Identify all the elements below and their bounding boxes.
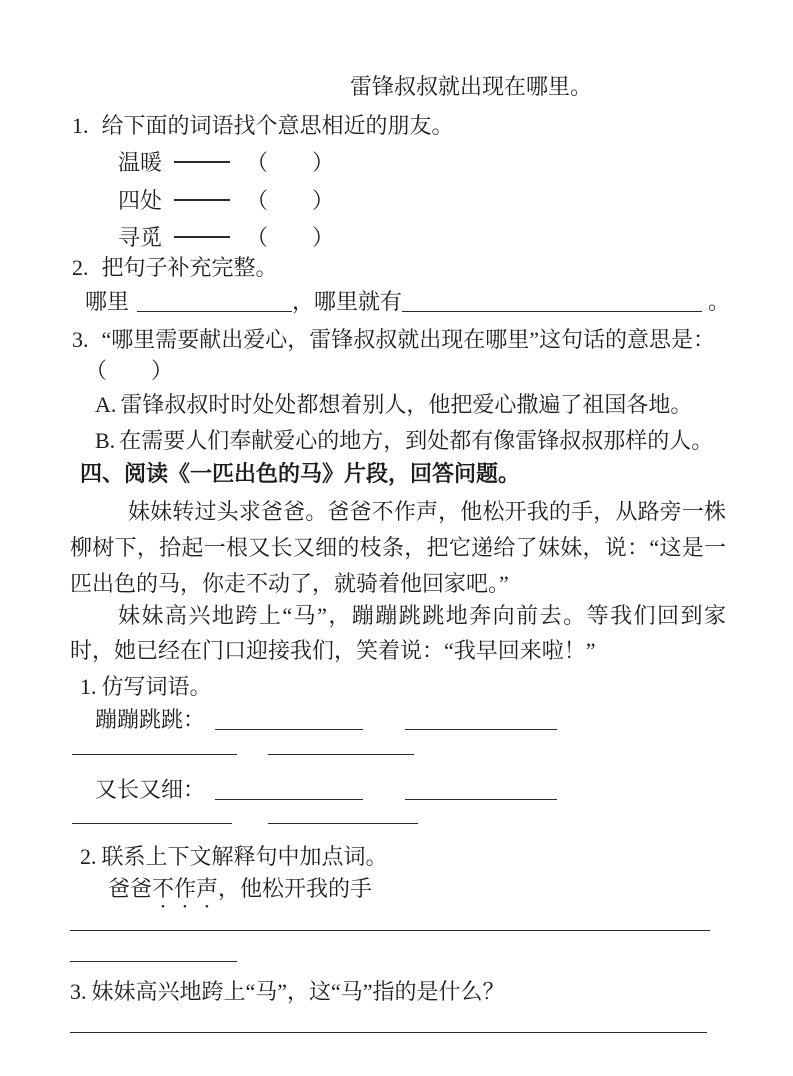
match-word: 四处 bbox=[118, 188, 163, 213]
option-a-text: 雷锋叔叔时时处处都想着别人，他把爱心撒遍了祖国各地。 bbox=[120, 392, 693, 417]
sub-question-3-number: 3. bbox=[70, 979, 87, 1004]
imitate-word-row-1 bbox=[95, 705, 557, 735]
question-1-number: 1. bbox=[72, 113, 89, 138]
match-dash bbox=[174, 236, 230, 238]
answer-paren: （ ） bbox=[246, 150, 335, 175]
blank-line bbox=[268, 823, 418, 824]
fill-prefix: 哪里 bbox=[85, 289, 130, 314]
match-pair-row bbox=[118, 186, 334, 216]
question-3-answer-paren: （ ） bbox=[85, 358, 174, 383]
example-word-2: 又长又细： bbox=[95, 777, 206, 802]
fill-suffix: 。 bbox=[708, 289, 731, 314]
question-3-number: 3. bbox=[72, 327, 89, 352]
reading-paragraph-1: 妹妹转过头求爸爸。爸爸不作声，他松开我的手，从路旁一株柳树下，拾起一根又长又细的枝条，把它递给了妹妹，说：“这是一匹出色的马，你走不动了，就骑着他回家吧。” bbox=[70, 499, 726, 596]
blank-line bbox=[268, 754, 414, 755]
sub-question-2-number: 2. bbox=[80, 844, 97, 869]
option-b bbox=[95, 426, 713, 456]
answer-line bbox=[70, 961, 237, 962]
blank-line bbox=[215, 777, 363, 800]
sentence-post: ，他松开我的手 bbox=[218, 876, 373, 901]
blank-line bbox=[72, 754, 237, 755]
carryover-text: 雷锋叔叔就出现在哪里。 bbox=[350, 74, 593, 99]
reading-paragraph-2: 妹妹高兴地跨上“马”，蹦蹦跳跳地奔向前去。等我们回到家时，她已经在门口迎接我们，笑着说：“我早回来啦！” bbox=[70, 603, 726, 663]
answer-paren: （ ） bbox=[246, 225, 335, 250]
question-2-number: 2. bbox=[72, 255, 89, 280]
option-a-label: A. bbox=[95, 392, 117, 417]
sub-question-1 bbox=[80, 672, 212, 702]
question-2 bbox=[72, 253, 278, 283]
answer-line bbox=[70, 1032, 707, 1033]
sub-question-2-prompt: 联系上下文解释句中加点词。 bbox=[101, 844, 388, 869]
question-1 bbox=[72, 111, 454, 141]
sentence-pre: 爸爸 bbox=[108, 876, 153, 901]
sub-question-1-number: 1. bbox=[80, 674, 97, 699]
answer-paren: （ ） bbox=[246, 188, 335, 213]
question-3 bbox=[72, 325, 715, 355]
fill-in-sentence bbox=[85, 287, 730, 317]
blank-line bbox=[405, 777, 557, 800]
blank-line bbox=[402, 289, 702, 312]
sub-question-3 bbox=[70, 977, 505, 1007]
match-word: 寻觅 bbox=[118, 225, 163, 250]
blank-line bbox=[405, 707, 557, 730]
match-dash bbox=[174, 199, 230, 201]
option-b-text: 在需要人们奉献爱心的地方，到处都有像雷锋叔叔那样的人。 bbox=[119, 428, 714, 453]
blank-line bbox=[137, 289, 292, 312]
option-b-label: B. bbox=[95, 428, 116, 453]
question-2-prompt: 把句子补充完整。 bbox=[101, 255, 278, 280]
blank-line bbox=[215, 707, 363, 730]
sub-question-3-prompt: 妹妹高兴地跨上“马”，这“马”指的是什么？ bbox=[91, 979, 505, 1004]
match-pair-row bbox=[118, 148, 334, 178]
match-dash bbox=[174, 161, 230, 163]
imitate-word-row-2 bbox=[95, 775, 557, 805]
option-a bbox=[95, 390, 692, 420]
answer-line bbox=[70, 930, 710, 931]
match-word: 温暖 bbox=[118, 150, 163, 175]
question-3-prompt: “哪里需要献出爱心，雷锋叔叔就出现在哪里”这句话的意思是： bbox=[101, 327, 716, 352]
match-pair-row bbox=[118, 223, 334, 253]
fill-mid: ，哪里就有 bbox=[292, 289, 403, 314]
sub-question-1-prompt: 仿写词语。 bbox=[101, 674, 212, 699]
sub-question-2 bbox=[80, 842, 388, 872]
quoted-sentence bbox=[108, 874, 372, 913]
dotted-emphasis-words: 不作声 bbox=[152, 876, 219, 901]
section-4-heading: 四、阅读《一匹出色的马》片段，回答问题。 bbox=[80, 461, 521, 486]
blank-line bbox=[72, 823, 232, 824]
question-1-prompt: 给下面的词语找个意思相近的朋友。 bbox=[101, 113, 454, 138]
example-word-1: 蹦蹦跳跳： bbox=[95, 707, 206, 732]
